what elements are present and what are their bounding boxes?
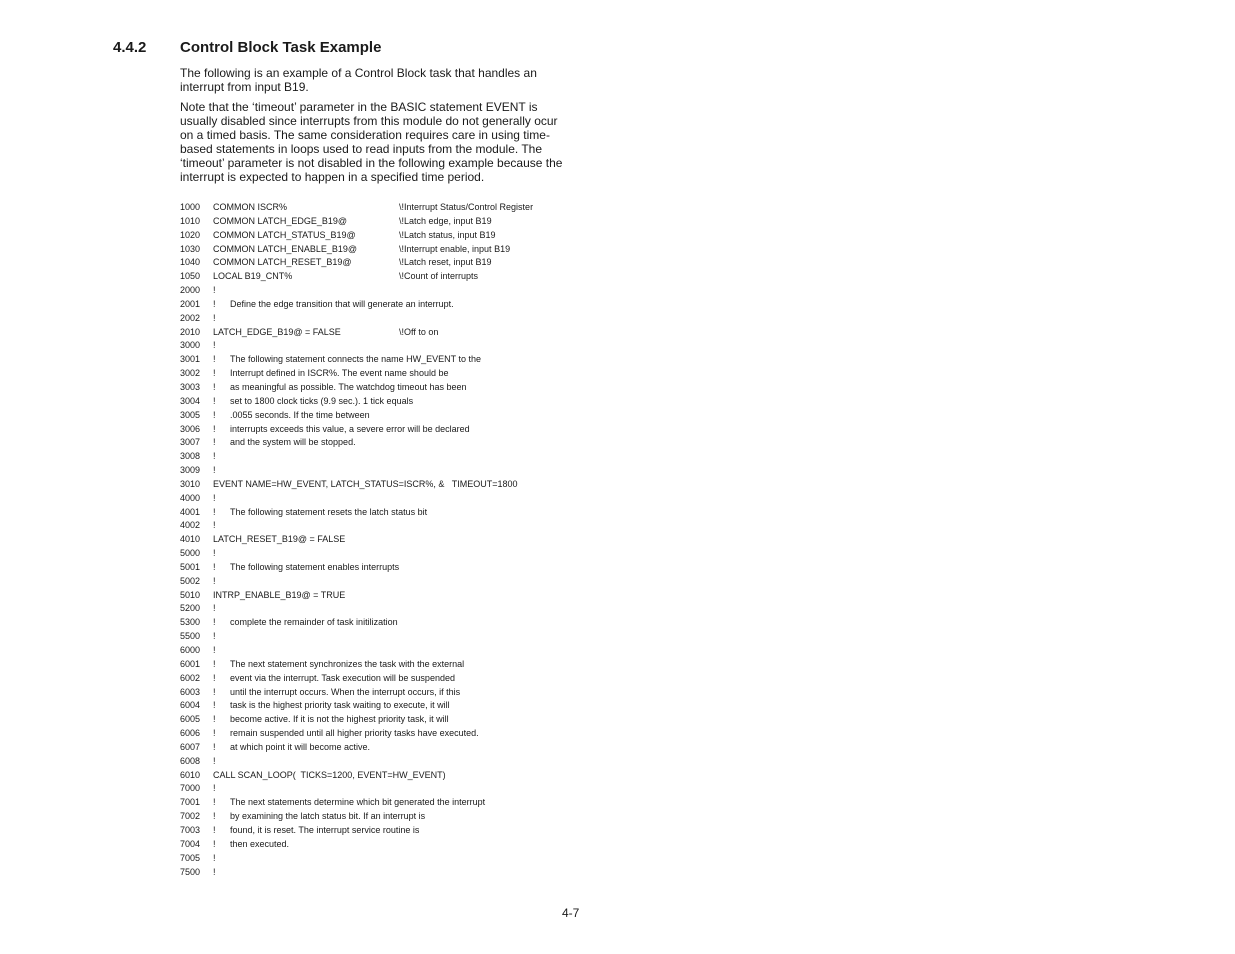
line-number: 1020 <box>180 229 201 240</box>
comment-marker: ! <box>213 465 216 476</box>
line-number: 6007 <box>180 741 201 752</box>
comment-marker: ! <box>213 561 216 572</box>
line-number: 4010 <box>180 534 201 545</box>
line-number: 5002 <box>180 575 201 586</box>
comment-marker: ! <box>213 409 216 420</box>
code-comment: The next statement synchronizes the task with the external <box>230 658 465 669</box>
comment-marker: ! <box>213 437 216 448</box>
code-line <box>180 852 600 866</box>
line-number: 6002 <box>180 672 201 683</box>
line-number: 6000 <box>180 645 201 655</box>
line-number: 6001 <box>180 658 201 669</box>
line-number: 3010 <box>180 478 201 489</box>
intro-paragraph: The following is an example of a Control Block task that handles an interrupt from input B19. <box>180 66 537 94</box>
code-line <box>180 782 600 796</box>
code-line <box>180 838 600 852</box>
code-line <box>180 409 600 423</box>
code-comment: become active. If it is not the highest priority task, it will <box>230 714 449 725</box>
code-statement: COMMON LATCH_RESET_B19@ <box>213 257 352 268</box>
code-line <box>180 229 600 243</box>
code-line <box>180 243 600 257</box>
code-line <box>180 381 600 395</box>
timeout-note-paragraph: Note that the ‘timeout’ parameter in the BASIC statement EVENT is usually disabled since interrupts from this module do not generally ocur on a timed basis. The same consideration requires care in using time-based statements in loops used to read inputs from the module. The ‘timeout’ parameter is not disabled in the following example because the interrupt is expected to happen in a specified time period. <box>180 100 563 184</box>
code-comment: then executed. <box>230 838 290 849</box>
line-number: 7000 <box>180 783 201 794</box>
section-number: 4.4.2 <box>113 39 147 56</box>
code-statement: CALL SCAN_LOOP( TICKS=1200, EVENT=HW_EVENT) <box>213 769 446 780</box>
code-line <box>180 810 600 824</box>
code-line <box>180 215 600 229</box>
line-number: 2000 <box>180 285 201 296</box>
code-statement: INTRP_ENABLE_B19@ = TRUE <box>213 589 346 600</box>
code-line <box>180 575 600 589</box>
code-comment: by examining the latch status bit. If an interrupt is <box>230 811 426 822</box>
code-line <box>180 561 600 575</box>
code-line <box>180 326 600 340</box>
code-line <box>180 367 600 381</box>
line-number: 5010 <box>180 589 201 600</box>
code-line <box>180 395 600 409</box>
comment-marker: ! <box>213 368 216 379</box>
inline-comment: \!Latch edge, input B19 <box>399 215 492 226</box>
line-number: 3006 <box>180 423 201 434</box>
comment-marker: ! <box>213 285 216 296</box>
line-number: 3008 <box>180 451 201 462</box>
comment-marker: ! <box>213 755 216 766</box>
code-comment: .0055 seconds. If the time between <box>230 409 370 420</box>
line-number: 4000 <box>180 492 201 503</box>
code-comment: The following statement enables interrupts <box>230 561 400 572</box>
comment-marker: ! <box>213 728 216 739</box>
code-line <box>180 312 600 326</box>
comment-marker: ! <box>213 797 216 808</box>
comment-marker: ! <box>213 811 216 822</box>
code-line <box>180 769 600 783</box>
code-comment: until the interrupt occurs. When the interrupt occurs, if this <box>230 686 461 697</box>
inline-comment: \!Latch reset, input B19 <box>399 257 492 268</box>
code-line <box>180 478 600 492</box>
line-number: 6004 <box>180 700 201 711</box>
line-number: 6006 <box>180 728 201 739</box>
code-line <box>180 339 600 353</box>
code-comment: The following statement resets the latch status bit <box>230 506 428 517</box>
comment-marker: ! <box>213 866 216 877</box>
line-number: 3004 <box>180 395 201 406</box>
code-comment: as meaningful as possible. The watchdog timeout has been <box>230 381 467 392</box>
line-number: 7004 <box>180 838 201 849</box>
code-line <box>180 547 600 561</box>
code-comment: complete the remainder of task initilization <box>230 617 398 628</box>
line-number: 6010 <box>180 769 201 780</box>
line-number: 6003 <box>180 686 201 697</box>
comment-marker: ! <box>213 852 216 863</box>
line-number: 1030 <box>180 243 201 254</box>
code-line <box>180 699 600 713</box>
code-line <box>180 353 600 367</box>
line-number: 7005 <box>180 852 201 863</box>
code-comment: set to 1800 clock ticks (9.9 sec.). 1 tick equals <box>230 395 414 406</box>
comment-marker: ! <box>213 423 216 434</box>
code-line <box>180 602 600 616</box>
line-number: 5300 <box>180 617 201 628</box>
code-comment: The next statements determine which bit generated the interrupt <box>230 797 486 808</box>
code-line <box>180 436 600 450</box>
code-comment: The following statement connects the name HW_EVENT to the <box>230 354 481 365</box>
comment-marker: ! <box>213 451 216 462</box>
code-statement: COMMON LATCH_EDGE_B19@ <box>213 215 347 226</box>
code-comment: event via the interrupt. Task execution will be suspended <box>230 672 455 683</box>
line-number: 2010 <box>180 326 201 337</box>
code-comment: Define the edge transition that will generate an interrupt. <box>230 298 454 309</box>
line-number: 1050 <box>180 271 201 282</box>
inline-comment: \!Interrupt enable, input B19 <box>399 243 511 254</box>
line-number: 2002 <box>180 312 201 323</box>
comment-marker: ! <box>213 354 216 365</box>
code-statement: COMMON LATCH_STATUS_B19@ <box>213 229 356 240</box>
line-number: 3001 <box>180 354 201 365</box>
comment-marker: ! <box>213 298 216 309</box>
comment-marker: ! <box>213 548 216 559</box>
code-comment: interrupts exceeds this value, a severe error will be declared <box>230 423 470 434</box>
line-number: 5001 <box>180 561 201 572</box>
comment-marker: ! <box>213 631 216 642</box>
line-number: 1040 <box>180 257 201 268</box>
code-statement: COMMON LATCH_ENABLE_B19@ <box>213 243 358 254</box>
code-line <box>180 755 600 769</box>
inline-comment: \!Latch status, input B19 <box>399 229 496 240</box>
line-number: 7500 <box>180 866 201 877</box>
comment-marker: ! <box>213 700 216 711</box>
code-line <box>180 519 600 533</box>
code-comment: found, it is reset. The interrupt service routine is <box>230 824 420 835</box>
comment-marker: ! <box>213 506 216 517</box>
code-line <box>180 713 600 727</box>
code-line <box>180 727 600 741</box>
code-line <box>180 298 600 312</box>
code-line <box>180 533 600 547</box>
code-comment: task is the highest priority task waiting to execute, it will <box>230 700 450 711</box>
line-number: 5500 <box>180 631 201 642</box>
comment-marker: ! <box>213 492 216 503</box>
comment-marker: ! <box>213 741 216 752</box>
comment-marker: ! <box>213 575 216 586</box>
code-line <box>180 644 600 658</box>
comment-marker: ! <box>213 672 216 683</box>
line-number: 7001 <box>180 797 201 808</box>
comment-marker: ! <box>213 686 216 697</box>
comment-marker: ! <box>213 381 216 392</box>
line-number: 4002 <box>180 520 201 531</box>
line-number: 3002 <box>180 368 201 379</box>
comment-marker: ! <box>213 340 216 351</box>
code-line <box>180 672 600 686</box>
code-comment: Interrupt defined in ISCR%. The event name should be <box>230 368 449 379</box>
code-statement: EVENT NAME=HW_EVENT, LATCH_STATUS=ISCR%, & TIMEOUT=1800 <box>213 478 518 489</box>
code-line <box>180 741 600 755</box>
line-number: 3000 <box>180 340 201 351</box>
code-line <box>180 464 600 478</box>
code-line <box>180 256 600 270</box>
code-line <box>180 201 600 215</box>
comment-marker: ! <box>213 520 216 531</box>
comment-marker: ! <box>213 838 216 849</box>
code-comment: remain suspended until all higher priority tasks have executed. <box>230 728 479 739</box>
code-listing <box>180 201 600 879</box>
comment-marker: ! <box>213 617 216 628</box>
code-line <box>180 423 600 437</box>
line-number: 6005 <box>180 714 201 725</box>
code-line <box>180 450 600 464</box>
comment-marker: ! <box>213 645 216 655</box>
line-number: 4001 <box>180 506 201 517</box>
code-line <box>180 796 600 810</box>
line-number: 3009 <box>180 465 201 476</box>
code-comment: at which point it will become active. <box>230 741 371 752</box>
comment-marker: ! <box>213 312 216 323</box>
comment-marker: ! <box>213 824 216 835</box>
line-number: 7002 <box>180 811 201 822</box>
code-line <box>180 589 600 603</box>
line-number: 5000 <box>180 548 201 559</box>
comment-marker: ! <box>213 395 216 406</box>
code-line <box>180 492 600 506</box>
code-line <box>180 630 600 644</box>
code-line <box>180 824 600 838</box>
comment-marker: ! <box>213 658 216 669</box>
line-number: 2001 <box>180 298 201 309</box>
code-line <box>180 616 600 630</box>
inline-comment: \!Interrupt Status/Control Register <box>399 202 534 212</box>
code-statement: LATCH_EDGE_B19@ = FALSE <box>213 326 341 337</box>
section-title: Control Block Task Example <box>180 39 382 56</box>
line-number: 3005 <box>180 409 201 420</box>
code-line <box>180 658 600 672</box>
code-line <box>180 686 600 700</box>
code-line <box>180 270 600 284</box>
line-number: 1000 <box>180 202 201 212</box>
code-comment: and the system will be stopped. <box>230 437 356 448</box>
inline-comment: \!Count of interrupts <box>399 271 479 282</box>
code-statement: COMMON ISCR% <box>213 202 287 212</box>
line-number: 7003 <box>180 824 201 835</box>
page-number: 4-7 <box>562 906 580 920</box>
code-statement: LOCAL B19_CNT% <box>213 271 293 282</box>
line-number: 5200 <box>180 603 201 614</box>
inline-comment: \!Off to on <box>399 326 439 337</box>
line-number: 3003 <box>180 381 201 392</box>
code-line <box>180 284 600 298</box>
code-line <box>180 866 600 880</box>
comment-marker: ! <box>213 783 216 794</box>
line-number: 6008 <box>180 755 201 766</box>
comment-marker: ! <box>213 603 216 614</box>
line-number: 1010 <box>180 215 201 226</box>
code-line <box>180 506 600 520</box>
code-statement: LATCH_RESET_B19@ = FALSE <box>213 534 346 545</box>
line-number: 3007 <box>180 437 201 448</box>
comment-marker: ! <box>213 714 216 725</box>
